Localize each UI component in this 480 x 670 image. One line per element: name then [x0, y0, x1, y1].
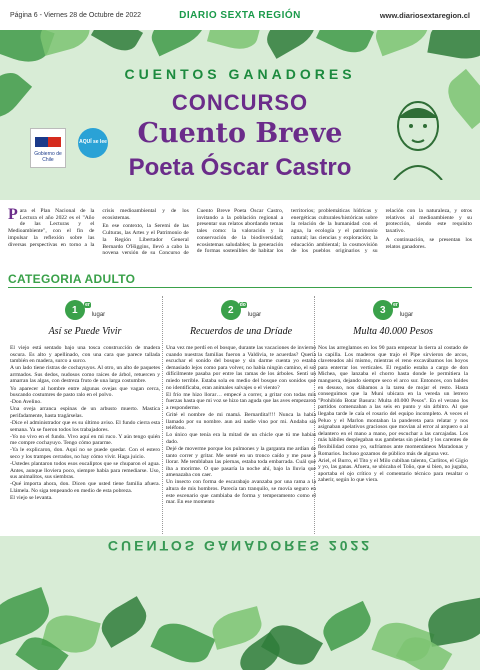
- chile-flag-icon: [35, 137, 61, 147]
- column-divider: [162, 296, 163, 534]
- place-number: 3 $^{er}$: [373, 300, 393, 320]
- leaf-decoration: [95, 596, 153, 648]
- place-label: lugar: [247, 312, 262, 318]
- website-link[interactable]: www.diariosextaregion.cl: [379, 10, 470, 20]
- intro-paragraph: A continuación, se presentan los relatos ganadores.: [385, 236, 472, 250]
- category-divider: [8, 287, 472, 288]
- banner-title-line1: CONCURSO: [171, 90, 309, 115]
- story-body: El viejo está sentado bajo una tosca construcción de madera oscura. Es alto y apellinado, con una cara que parece tallada también en madera, surco a surco. A un lado tiene ristras de cochayuyos. Al otro, un alto de paquetes arrmados. Sus dedos, nudosos como raíces de árbol, retuercen y amarran las algas, con destreza fruto de una larga costumbre. Yo aparecer al hombre entre algunas ovejas que vagan cerca, buscando costumres de pasto ralo en el polvo. -Don Avelino. Una oveja arranca espinas de un arbusto muerto. Mastica perifadamente, hasta tragárselas. -Dice el administrador que es su último aviso. El fundo cierra esta semana. Ya se fueron todos los trabajadores. -Yo no vivo en el fundo. Vivo aquí en mi ruco. Y aún tengo quién me compre cochayuyo. Tengo cómo pararme. -Ya le explicaron, don. Aquí no se puede quedar. Con el estero seco y los trampes cerrados, no hay cómo vivir. Haga juicio. -Ustedes plantaron todos esos eucaliptos que se chuparon el agua. Antes, aunque lloviera poco, siempre había para remediarse. Uso, sus animalitos, sus siembras. -Qué importa ahora, don. Dicen que usted tiene familia afuera. Llámela. No siga tenpeando en medio de esta pobreza. El viejo se levanta.: [10, 345, 160, 502]
- banner-title-line3: Poeta Óscar Castro: [128, 154, 352, 181]
- reading-badge: AQUÍ se lee: [78, 128, 108, 158]
- story-third-place: [318, 296, 468, 534]
- mirrored-banner-text: CUENTOS GANADORES 2022: [107, 538, 373, 554]
- story-second-place: [166, 296, 316, 534]
- story-title: Recuerdos de una Dríade: [189, 326, 293, 337]
- place-marker: [318, 296, 468, 320]
- drop-cap: P: [8, 208, 18, 223]
- page-header: [0, 0, 480, 30]
- banner-subtitle: CUENTOS GANADORES: [124, 66, 356, 82]
- leaf-decoration: [316, 30, 374, 59]
- story-body: Nos las arreglamos en los 90 para empezar la tierra al costado de la capilla. Los maderos que trajo el Pipe sirvieron de arcos, claveteados ahí mismo, mientras el reno excavábamos los hoyos para enterrar los verticales. El regadío estaba a cargo de don Michea, que lanzaba el chorro hasta donde le permitiera la manguera, dejando siempre seco el arco sur. Entonces, con baldes en desuso, nos dábamos a la tarea de mojar el resto. Hasta conseguimos que la Muni ubicara en la vereda un letrero "Prohibido Botar Basura: Multa 40.000 Pesos". En el verano los partidos comenzaban a las seis en punto y sin árbitro. Al que llegaba tarde le caía el rosario del equipo incompleto. A veces el Peluo y el Marlon montaban la pandereta para relatar y nos asignaban apelativos graciosos que movían al error al arquero o al delantero en el mano a mano, por escuchar a las carcajadas. Los más hábiles desplegaban sus gambetas sin piedad y los carentes de flexibilidad como yo, sufríamos ante momentáneos Maradonas y Romarios. Incluso gozamos de público más de alguna vez. Ariel, el Burro, el Tito y el Milo cubiban talento, Carlitos, el Gigio y yo, las ganas. Afuera, se ubicaba el Toño, que si bien, no jugaba, aportaba el ojo crítico y el comentario técnico para resaltar o zaherir, según lo que viera.: [318, 345, 468, 484]
- newspaper-masthead: DIARIO SEXTA REGIÓN: [179, 9, 301, 21]
- leaf-decoration: [36, 30, 93, 56]
- story-title: Así se Puede Vivir: [48, 326, 122, 337]
- leaf-decoration: [150, 616, 215, 670]
- place-label: lugar: [91, 312, 106, 318]
- leaf-decoration: [91, 30, 143, 57]
- intro-paragraph: Para el Plan Nacional de la Lectura el año 2022 es el "Año de las Lecturas y el Medioambiente", con el fin de impulsar la reflexión sobre las diversas perspectivas en torno a la crisis medioambiental y de los ecosistemas.: [8, 208, 189, 248]
- leaf-decoration: [427, 30, 480, 63]
- leaf-decoration: [260, 30, 321, 59]
- place-number: 1 $^{er}$: [65, 300, 85, 320]
- story-body: Una vez me perdí en el bosque, durante las vacaciones de invierno cuando nuestras familias fueron a Valdivia, te acuerdas? Quería escuchar el sonido del bosque y sin darme cuenta yo estaba demasiado lejos como para volver, no había ningún camino, el sol difícilmente pasaba por entre las ramas de los árboles. Sentí un miedo terrible. Estaba sola en medio del bosque con sonidos que no identificaba, eran animales salvajes o el viento? El frío me hizo llorar… empecé a correr, a gritar con todas mis fuerzas hasta que mi voz se hizo tan aguda que las aves empezaron a responderme. Grité el nombre de mi mamá. Bernardita!!!! Nunca la había llamado por su nombre. aun así nadie vino por mi. Andaba sin teléfono. Lo único que tenía era la mitad de un chicle que tú me habías dado. Dejé de moverme porque los pulmones y la garganta me ardían de tanto correr y gritar. Me senté en un tronco caído y me puse a llorar. Me temblaban las piernas, estaba toda embarrada. Cuál que iba a morirme. O que pasaría la noche ahí, bajo la lluvia que amenazaba con caer. Un insecto con forma de escarabajo avanzaba por una rama a la altura de mis hombros. Parecía tan tranquilo, se movía seguro en este escenario que cambiaba de forma y temperamento como el mar. En ese momento: [166, 345, 316, 506]
- banner-title-line2: Cuento Breve: [137, 118, 343, 149]
- intro-paragraph: En ese contexto, la Seremi de las Culturas, las Artes y el Patrimonio de la Región Libertador General Bernardo O'Higgins, llevó a cabo la novena versión de su Concurso de Cuento Breve Poeta Óscar Castro, invitando a la población regional a presentar sus relatos abordando temas tales como: la valoración y la conservación de la biodiversidad; ecosistemas saludables; la generación de formas sostenibles de habitar los territorios; problemáticas hídricas y energéticas culturales/históricas sobre la relación de la humanidad con el agua, la ecología y el patrimonio natural; las ciencias y exploración; la educación ambiental; la cosmovisión de los pueblos originarios y su relación con la naturaleza, y otros relativos al medioambiente y su protección, siendo este requisito taxativo.: [102, 208, 472, 257]
- intro-article: [8, 208, 472, 264]
- place-label: lugar: [399, 312, 414, 318]
- category-heading: CATEGORIA ADULTO: [8, 272, 136, 286]
- leaf-decoration: [318, 601, 377, 651]
- story-first-place: [10, 296, 160, 534]
- contest-banner: [0, 30, 480, 200]
- place-marker: [10, 296, 160, 320]
- poet-portrait-illustration: [384, 96, 452, 180]
- leaf-decoration: [146, 30, 210, 56]
- government-logo: Gobierno de Chile: [30, 128, 66, 168]
- leaf-decoration: [207, 30, 261, 54]
- place-marker: [166, 296, 316, 320]
- place-number: 2 $^{do}$: [221, 300, 241, 320]
- leaf-decoration: [425, 597, 480, 647]
- page-date: Página 6 - Viernes 28 de Octubre de 2022: [10, 11, 142, 19]
- story-title: Multa 40.000 Pesos: [353, 326, 433, 337]
- bottom-decorative-banner: [0, 536, 480, 670]
- leaf-decoration: [371, 30, 433, 56]
